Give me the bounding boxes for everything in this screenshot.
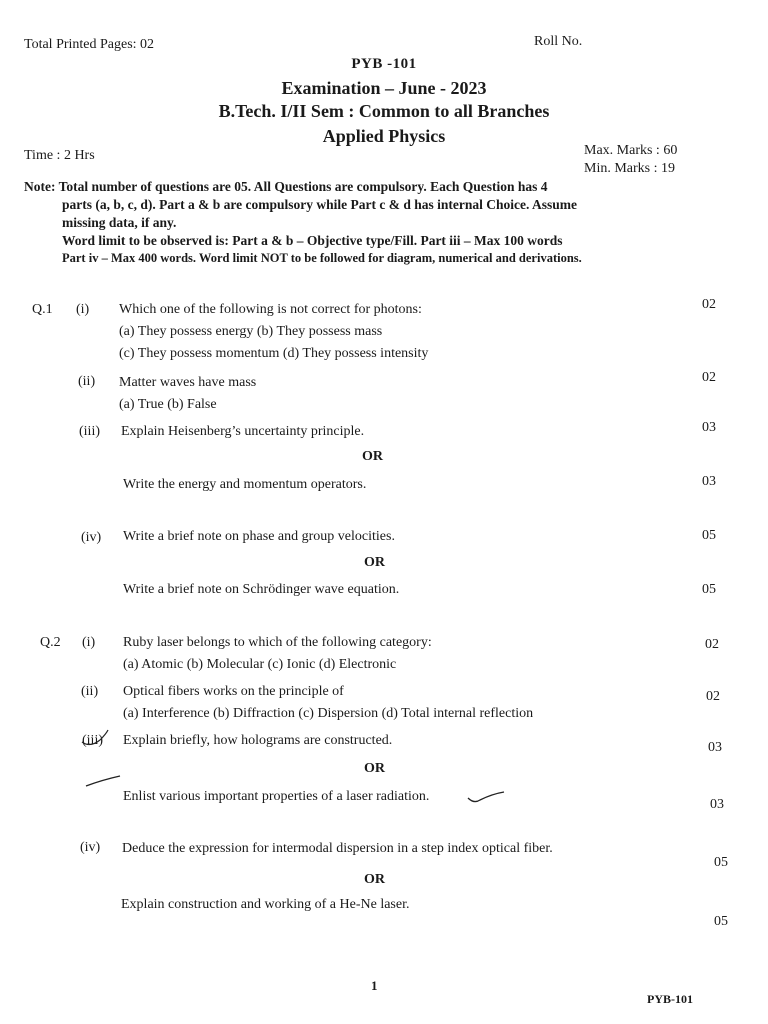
marks-value: 05 — [714, 855, 728, 870]
marks-value: 03 — [702, 474, 716, 489]
question-text: Explain briefly, how holograms are constructed. — [123, 733, 393, 748]
max-marks-text: Max. Marks : 60 — [584, 143, 678, 158]
footer-code: PYB-101 — [647, 992, 693, 1006]
min-marks-text: Min. Marks : 19 — [584, 161, 675, 176]
page-number: 1 — [371, 978, 378, 993]
question-text: Write a brief note on phase and group velocities. — [123, 529, 395, 544]
question-text: Write a brief note on Schrödinger wave equation. — [123, 582, 400, 597]
marks-value: 02 — [702, 297, 716, 312]
question-text: Optical fibers works on the principle of — [123, 684, 344, 699]
or-separator: OR — [362, 449, 383, 464]
question-text: Ruby laser belongs to which of the following category: — [123, 635, 432, 650]
roll-no-label: Roll No. — [534, 34, 583, 49]
question-options: (a) Atomic (b) Molecular (c) Ionic (d) Electronic — [123, 657, 397, 672]
time-text: Time : 2 Hrs — [24, 148, 95, 163]
marks-value: 03 — [708, 740, 722, 755]
or-separator: OR — [364, 555, 385, 570]
part-label: (iv) — [80, 840, 101, 855]
question-text: Explain construction and working of a He-Ne laser. — [121, 897, 410, 912]
pen-tick-mark — [80, 728, 110, 752]
exam-title: Examination – June - 2023 — [281, 78, 487, 98]
course-title: B.Tech. I/II Sem : Common to all Branches — [218, 101, 550, 121]
marks-value: 03 — [710, 797, 724, 812]
pen-stroke-mark — [466, 788, 506, 806]
question-options: (a) True (b) False — [119, 397, 217, 412]
question-number: Q.2 — [40, 635, 61, 650]
or-separator: OR — [364, 872, 385, 887]
total-pages-text: Total Printed Pages: 02 — [24, 37, 155, 52]
pen-stroke-mark — [84, 772, 124, 790]
note-line: Note: Total number of questions are 05. All Questions are compulsory. Each Question has 4 — [24, 179, 548, 194]
question-text: Explain Heisenberg’s uncertainty principle. — [121, 424, 365, 439]
part-label: (ii) — [78, 374, 96, 389]
question-text: Matter waves have mass — [119, 375, 257, 390]
note-line: parts (a, b, c, d). Part a & b are compulsory while Part c & d has internal Choice. Assume — [62, 197, 577, 212]
instructions-note — [24, 178, 724, 266]
or-separator: OR — [364, 761, 385, 776]
marks-value: 05 — [702, 528, 716, 543]
question-options: (a) Interference (b) Diffraction (c) Dispersion (d) Total internal reflection — [123, 706, 534, 721]
question-text: Write the energy and momentum operators. — [123, 477, 367, 492]
marks-value: 02 — [706, 689, 720, 704]
marks-value: 03 — [702, 420, 716, 435]
marks-value: 05 — [702, 582, 716, 597]
subject-title: Applied Physics — [322, 126, 446, 146]
part-label: (ii) — [81, 684, 99, 699]
question-options: (a) They possess energy (b) They possess mass — [119, 324, 383, 339]
marks-value: 02 — [702, 370, 716, 385]
part-label: (iii) — [79, 424, 100, 439]
paper-code: PYB -101 — [351, 56, 417, 72]
note-line: Part iv – Max 400 words. Word limit NOT to be followed for diagram, numerical and derivations. — [62, 251, 582, 265]
question-options: (c) They possess momentum (d) They possess intensity — [119, 346, 429, 361]
question-number: Q.1 — [32, 302, 53, 317]
question-text: Deduce the expression for intermodal dispersion in a step index optical fiber. — [122, 841, 553, 856]
part-label: (iv) — [81, 530, 102, 545]
question-text: Enlist various important properties of a laser radiation. — [123, 789, 430, 804]
marks-value: 02 — [705, 637, 719, 652]
part-label: (i) — [82, 635, 96, 650]
part-label: (i) — [76, 302, 90, 317]
question-text: Which one of the following is not correct for photons: — [119, 302, 422, 317]
note-line: Word limit to be observed is: Part a & b – Objective type/Fill. Part iii – Max 100 words — [62, 233, 563, 248]
note-line: missing data, if any. — [62, 215, 177, 230]
part-label: (iii) — [82, 733, 103, 748]
marks-value: 05 — [714, 914, 728, 929]
